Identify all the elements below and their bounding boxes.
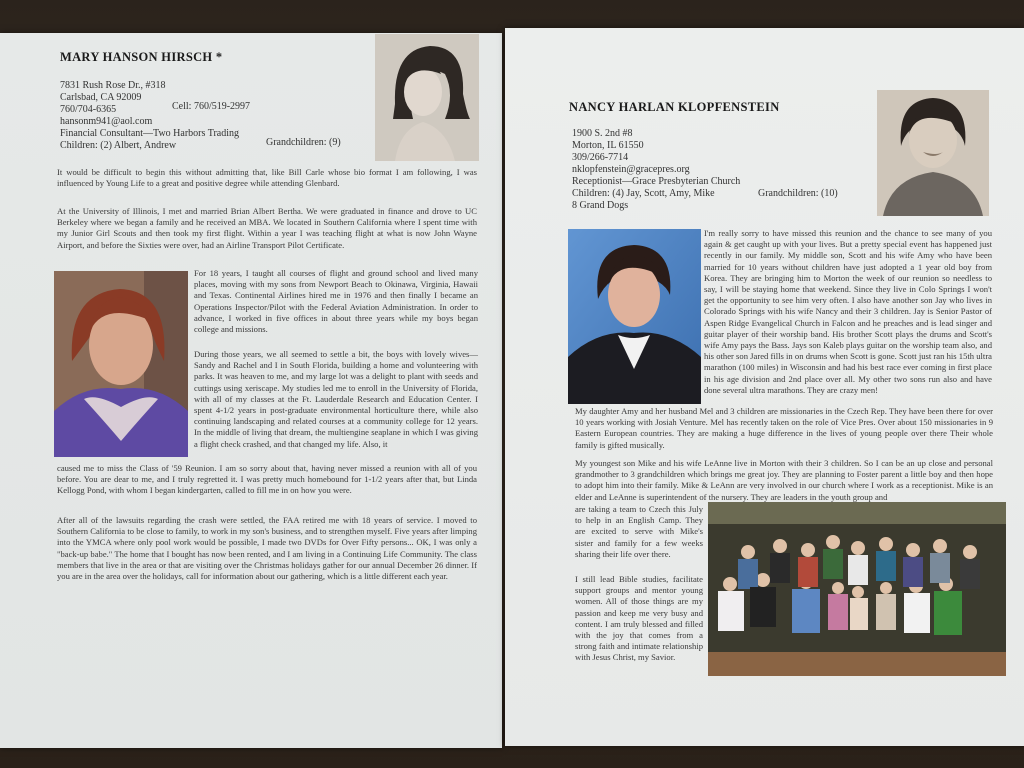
left-email: hansonm941@aol.com bbox=[60, 116, 153, 127]
left-yearbook-photo bbox=[375, 34, 479, 161]
right-yearbook-photo bbox=[877, 90, 989, 216]
left-address-line1: 7831 Rush Rose Dr., #318 bbox=[60, 80, 166, 91]
right-family-group-photo bbox=[708, 502, 1006, 676]
right-address-line2: Morton, IL 61550 bbox=[572, 140, 644, 151]
left-paragraph-3: For 18 years, I taught all courses of flight and ground school and lived many places, moving with my sons from Newport Beach to Okinawa, Virginia, Hawaii and Texas. Continental Airlines hired me in 1976 and then finally I became an Operations Inspector/Pilot with the Federal Aviation Administration. In order to advance, I worked in five offices in about three years while my boys began college and missions. bbox=[194, 268, 478, 335]
left-paragraph-1: It would be difficult to begin this without admitting that, like Bill Carle whose bio format I am following, I was influenced by Young Life to a great and positive degree while attending Glenbard. bbox=[57, 167, 477, 189]
left-current-photo bbox=[54, 271, 188, 457]
right-grandchildren: Grandchildren: (10) bbox=[758, 188, 838, 199]
left-occupation: Financial Consultant—Two Harbors Trading bbox=[60, 128, 240, 139]
left-paragraph-5: After all of the lawsuits regarding the crash were settled, the FAA retired me with 18 years of service. I moved to Southern California to be close to family, to work in my son's business, and to strengthen myself. Five years after limping into the YMCA where only pool work would be possible, I made two DVDs for Over Fifty persons... OK, I was only a "back-up babe." The home that I bought has now been rented, and I am living in a Continuing Life Community. The class members that live in the area or that are visiting over the Christmas holidays gather for our annual December 26 dinner. If you are in the area over the holidays, call for information about our gathering, which is a little different each year. bbox=[57, 515, 477, 582]
right-paragraph-4: I still lead Bible studies, facilitate support groups and mentor young women. All of those things are my passion and keep me very busy and content. I am truly blessed and filled with the joy that comes from a strong faith and intimate relationship with Jesus Christ, my Savior. bbox=[575, 574, 703, 663]
right-email: nklopfenstein@gracepres.org bbox=[572, 164, 690, 175]
left-page bbox=[0, 33, 502, 748]
right-paragraph-3a: My youngest son Mike and his wife LeAnne live in Morton with their 3 children. So I can be an up close and personal grandmother to 3 grandchildren which brings me great joy. They are planning to Foster parent a little boy and then hope to adopt him into their family. Mike & LeAnn are very involved in our church where I work as a receptionist. Mike is an elder and LeAnne is superintendent of the nursery. They are leaders in the youth group and bbox=[575, 458, 993, 502]
left-address-line2: Carlsbad, CA 92009 bbox=[60, 92, 142, 103]
right-current-photo bbox=[568, 229, 701, 404]
left-paragraph-2: At the University of Illinois, I met and married Brian Albert Bertha. We were graduated in finance and drove to UC Berkeley where we began a family and he received an MBA. We located in Southern California where I spent time with my Junior Girl Scouts and then took my first flight. Within a year I was teaching flight at what is now John Wayne Airport, and before the Sixties were over, had an Airline Transport Pilot Certificate. bbox=[57, 206, 477, 250]
right-person-name: NANCY HARLAN KLOPFENSTEIN bbox=[569, 100, 780, 114]
left-person-name: MARY HANSON HIRSCH * bbox=[60, 50, 223, 64]
left-cell: Cell: 760/519-2997 bbox=[172, 101, 251, 112]
right-page bbox=[505, 28, 1024, 746]
right-phone: 309/266-7714 bbox=[572, 152, 629, 163]
right-paragraph-1: I'm really sorry to have missed this reunion and the chance to see many of you again & get caught up with your lives. But a pretty special event has happened just recently in our family. My middle son, Scott and his wife Amy who have been married for 10 years without children have just adopted a 1 year old boy from Korea. They are bringing him to Morton the week of our reunion so needless to say, I will be staying home that weekend. Since they live in Colo Springs I won't get the opportunity to see him very often. I also have another son Jay who lives in Colorado Springs with his wife Nancy and their 3 children. Jay is Senior Pastor of Aspen Ridge Evangelical Church in Falcon and he preaches and is lead singer and guitar player of their worship band. His brother Scott plays the drums and Scott's wife Amy pays the Bass. Jays son Kaleb plays guitar on the worship team also, and his other son Jared fills in on drums when Scott is gone. Scott just ran his 15th ultra marathon (100 miles) in Wisconsin and had his best race ever coming in first place in his age division and 2nd place over all. My other two sons run also and have done several ultra marathons. They are crazy men! bbox=[704, 228, 992, 395]
right-children: Children: (4) Jay, Scott, Amy, Mike bbox=[572, 188, 715, 199]
left-phone: 760/704-6365 bbox=[60, 104, 117, 115]
right-paragraph-3b: are taking a team to Czech this July to help in an English Camp. They are excited to serve with Mike's sister and family for a few weeks sharing their life over there. bbox=[575, 504, 703, 559]
right-occupation: Receptionist—Grace Presbyterian Church bbox=[572, 176, 741, 187]
right-address-line1: 1900 S. 2nd #8 bbox=[572, 128, 633, 139]
left-paragraph-4a: During those years, we all seemed to settle a bit, the boys with lovely wives— Sandy and Rachel and I in South Florida, building a home and volunteering with parks. It was heaven to me, and my large lot was a delight to plant with seeds and cuttings using xeriscape. My studies led me to enroll in the University of Florida, with all of my classes at the Ft. Lauderdale Research and Education Center. I spent 4-1/2 years in post-graduate environmental horticulture there, while also continuing landscaping and related courses at a community college for 12 years. In the middle of living that dream, the multiengine seaplane in which I was giving a flight check crashed, and that changed my life. Also, it bbox=[194, 349, 478, 449]
left-paragraph-4b: caused me to miss the Class of '59 Reunion. I am so sorry about that, having never missed a reunion with all of you before. You are dear to me, and I truly regretted it. I was pretty much homebound for 1-1/2 years after that, but Linda Kellogg Pond, with whom I began kindergarten, called to fill me in on how you were. bbox=[57, 463, 477, 496]
right-paragraph-2: My daughter Amy and her husband Mel and 3 children are missionaries in the Czech Rep. They have been there for over 10 years working with Josiah Venture. Mel has recently taken on the role of Vice Pres. Over about 150 missionaries in 9 Eastern European countries. They are making a huge difference in the lives of young people over there Their whole family is gifted musically. bbox=[575, 406, 993, 450]
left-children: Children: (2) Albert, Andrew bbox=[60, 140, 177, 151]
right-grand-dogs: 8 Grand Dogs bbox=[572, 200, 629, 211]
left-grandchildren: Grandchildren: (9) bbox=[266, 137, 341, 148]
